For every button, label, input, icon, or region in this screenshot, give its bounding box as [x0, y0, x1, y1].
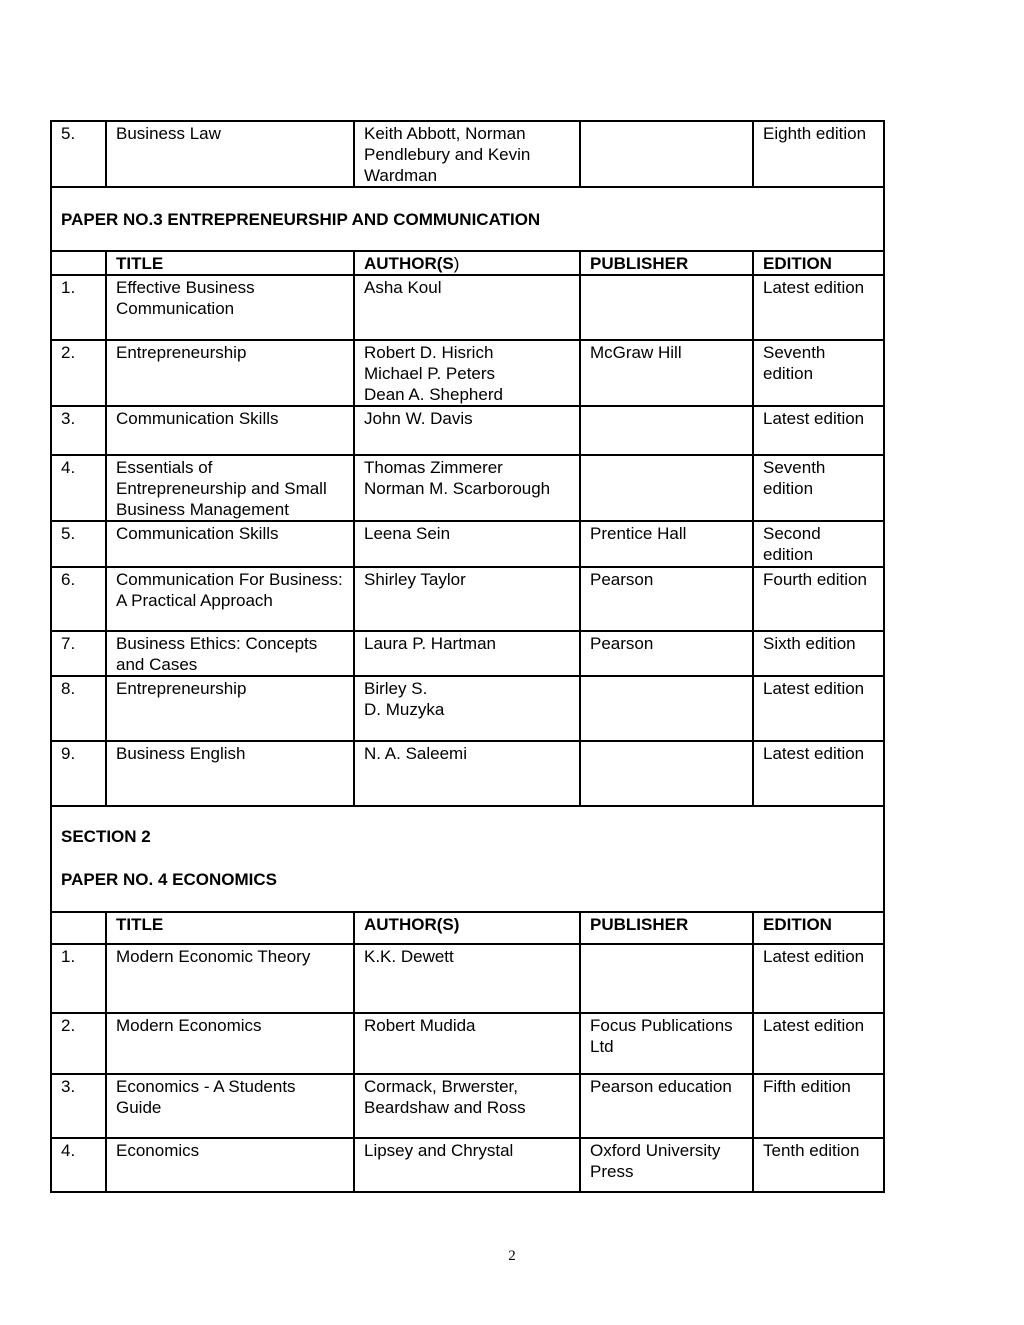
row-number: 2. — [51, 340, 106, 406]
book-authors — [354, 741, 580, 806]
book-publisher — [580, 455, 753, 521]
section-heading-row — [51, 806, 884, 912]
book-publisher — [580, 275, 753, 340]
book-title: Business Ethics: Concepts and Cases — [106, 631, 354, 676]
book-title: Entrepreneurship — [106, 340, 354, 406]
book-edition: Latest edition — [753, 1013, 884, 1074]
header-number — [51, 251, 106, 275]
table-row — [51, 1013, 884, 1074]
book-edition: Eighth edition — [753, 121, 884, 187]
author-name: Norman M. Scarborough — [364, 479, 551, 498]
header-authors — [354, 251, 580, 275]
book-title: Business English — [106, 741, 354, 806]
book-title: Modern Economic Theory — [106, 944, 354, 1013]
row-number: 7. — [51, 631, 106, 676]
section-heading: SECTION 2 — [61, 827, 151, 846]
table-row — [51, 676, 884, 741]
book-edition: Tenth edition — [753, 1138, 884, 1192]
table-row — [51, 455, 884, 521]
column-header-row — [51, 912, 884, 944]
column-header-row — [51, 251, 884, 275]
table-row — [51, 1074, 884, 1138]
book-title: Communication Skills — [106, 406, 354, 455]
book-title: Economics - A Students Guide — [106, 1074, 354, 1138]
book-publisher — [580, 741, 753, 806]
header-title: TITLE — [106, 912, 354, 944]
book-authors — [354, 631, 580, 676]
row-number: 3. — [51, 1074, 106, 1138]
row-number: 1. — [51, 944, 106, 1013]
book-edition: Seventh edition — [753, 340, 884, 406]
book-publisher: Pearson — [580, 631, 753, 676]
row-number: 3. — [51, 406, 106, 455]
table-row — [51, 340, 884, 406]
book-title: Entrepreneurship — [106, 676, 354, 741]
book-edition: Fifth edition — [753, 1074, 884, 1138]
book-authors: Keith Abbott, Norman Pendlebury and Kevin Wardman — [354, 121, 580, 187]
section-heading-row — [51, 187, 884, 251]
table-row — [51, 1138, 884, 1192]
header-title: TITLE — [106, 251, 354, 275]
header-authors-paren: ) — [453, 254, 460, 273]
book-edition: Latest edition — [753, 741, 884, 806]
book-title: Communication For Business: A Practical Approach — [106, 567, 354, 631]
author-name: Michael P. Peters — [364, 364, 496, 383]
book-publisher: Focus Publications Ltd — [580, 1013, 753, 1074]
book-authors — [354, 521, 580, 567]
book-edition: Seventh edition — [753, 455, 884, 521]
book-authors: Robert Mudida — [354, 1013, 580, 1074]
book-title: Business Law — [106, 121, 354, 187]
author-name: Asha Koul — [364, 278, 442, 297]
book-authors: K.K. Dewett — [354, 944, 580, 1013]
author-name: Shirley Taylor — [364, 570, 466, 589]
book-publisher — [580, 121, 753, 187]
book-edition: Second edition — [753, 521, 884, 567]
book-title: Essentials of Entrepreneurship and Small Business Management — [106, 455, 354, 521]
author-name: Birley S. — [364, 679, 428, 698]
table-row — [51, 567, 884, 631]
book-publisher — [580, 944, 753, 1013]
book-publisher — [580, 676, 753, 741]
book-edition: Fourth edition — [753, 567, 884, 631]
header-authors-text: AUTHOR(S — [364, 254, 454, 273]
book-title: Modern Economics — [106, 1013, 354, 1074]
book-edition: Sixth edition — [753, 631, 884, 676]
author-name: Robert D. Hisrich — [364, 343, 494, 362]
book-edition: Latest edition — [753, 944, 884, 1013]
book-publisher: Oxford University Press — [580, 1138, 753, 1192]
header-publisher: PUBLISHER — [580, 912, 753, 944]
header-edition: EDITION — [753, 912, 884, 944]
book-authors — [354, 676, 580, 741]
row-number: 9. — [51, 741, 106, 806]
header-number — [51, 912, 106, 944]
author-name: John W. Davis — [364, 409, 473, 428]
author-name: Dean A. Shepherd — [364, 385, 503, 404]
book-title: Effective Business Communication — [106, 275, 354, 340]
book-edition: Latest edition — [753, 275, 884, 340]
book-edition: Latest edition — [753, 676, 884, 741]
header-publisher: PUBLISHER — [580, 251, 753, 275]
row-number: 6. — [51, 567, 106, 631]
row-number: 5. — [51, 521, 106, 567]
author-name: Leena Sein — [364, 524, 451, 543]
book-title: Communication Skills — [106, 521, 354, 567]
table-row — [51, 631, 884, 676]
table-row — [51, 521, 884, 567]
table-row — [51, 741, 884, 806]
row-number: 5. — [51, 121, 106, 187]
paper-heading: PAPER NO. 4 ECONOMICS — [61, 870, 277, 889]
book-publisher: McGraw Hill — [580, 340, 753, 406]
row-number: 4. — [51, 455, 106, 521]
page-number: 2 — [508, 1248, 516, 1264]
book-authors — [354, 275, 580, 340]
header-authors: AUTHOR(S) — [354, 912, 580, 944]
table-row — [51, 121, 884, 187]
row-number: 1. — [51, 275, 106, 340]
author-name: N. A. Saleemi — [364, 744, 467, 763]
row-number: 8. — [51, 676, 106, 741]
book-edition: Latest edition — [753, 406, 884, 455]
author-name: Thomas Zimmerer — [364, 458, 503, 477]
author-name: D. Muzyka — [364, 700, 445, 719]
table-row — [51, 944, 884, 1013]
book-publisher — [580, 406, 753, 455]
book-publisher: Pearson — [580, 567, 753, 631]
book-authors — [354, 567, 580, 631]
book-authors — [354, 406, 580, 455]
book-authors — [354, 340, 580, 406]
book-authors: Lipsey and Chrystal — [354, 1138, 580, 1192]
book-publisher: Pearson education — [580, 1074, 753, 1138]
paper-heading: PAPER NO.3 ENTREPRENEURSHIP AND COMMUNICATION — [61, 210, 541, 229]
row-number: 2. — [51, 1013, 106, 1074]
table-row — [51, 406, 884, 455]
book-publisher: Prentice Hall — [580, 521, 753, 567]
book-title: Economics — [106, 1138, 354, 1192]
reading-list-table — [50, 120, 885, 1193]
table-row — [51, 275, 884, 340]
book-authors — [354, 455, 580, 521]
row-number: 4. — [51, 1138, 106, 1192]
header-edition: EDITION — [753, 251, 884, 275]
author-name: Laura P. Hartman — [364, 634, 496, 653]
book-authors: Cormack, Brwerster, Beardshaw and Ross — [354, 1074, 580, 1138]
